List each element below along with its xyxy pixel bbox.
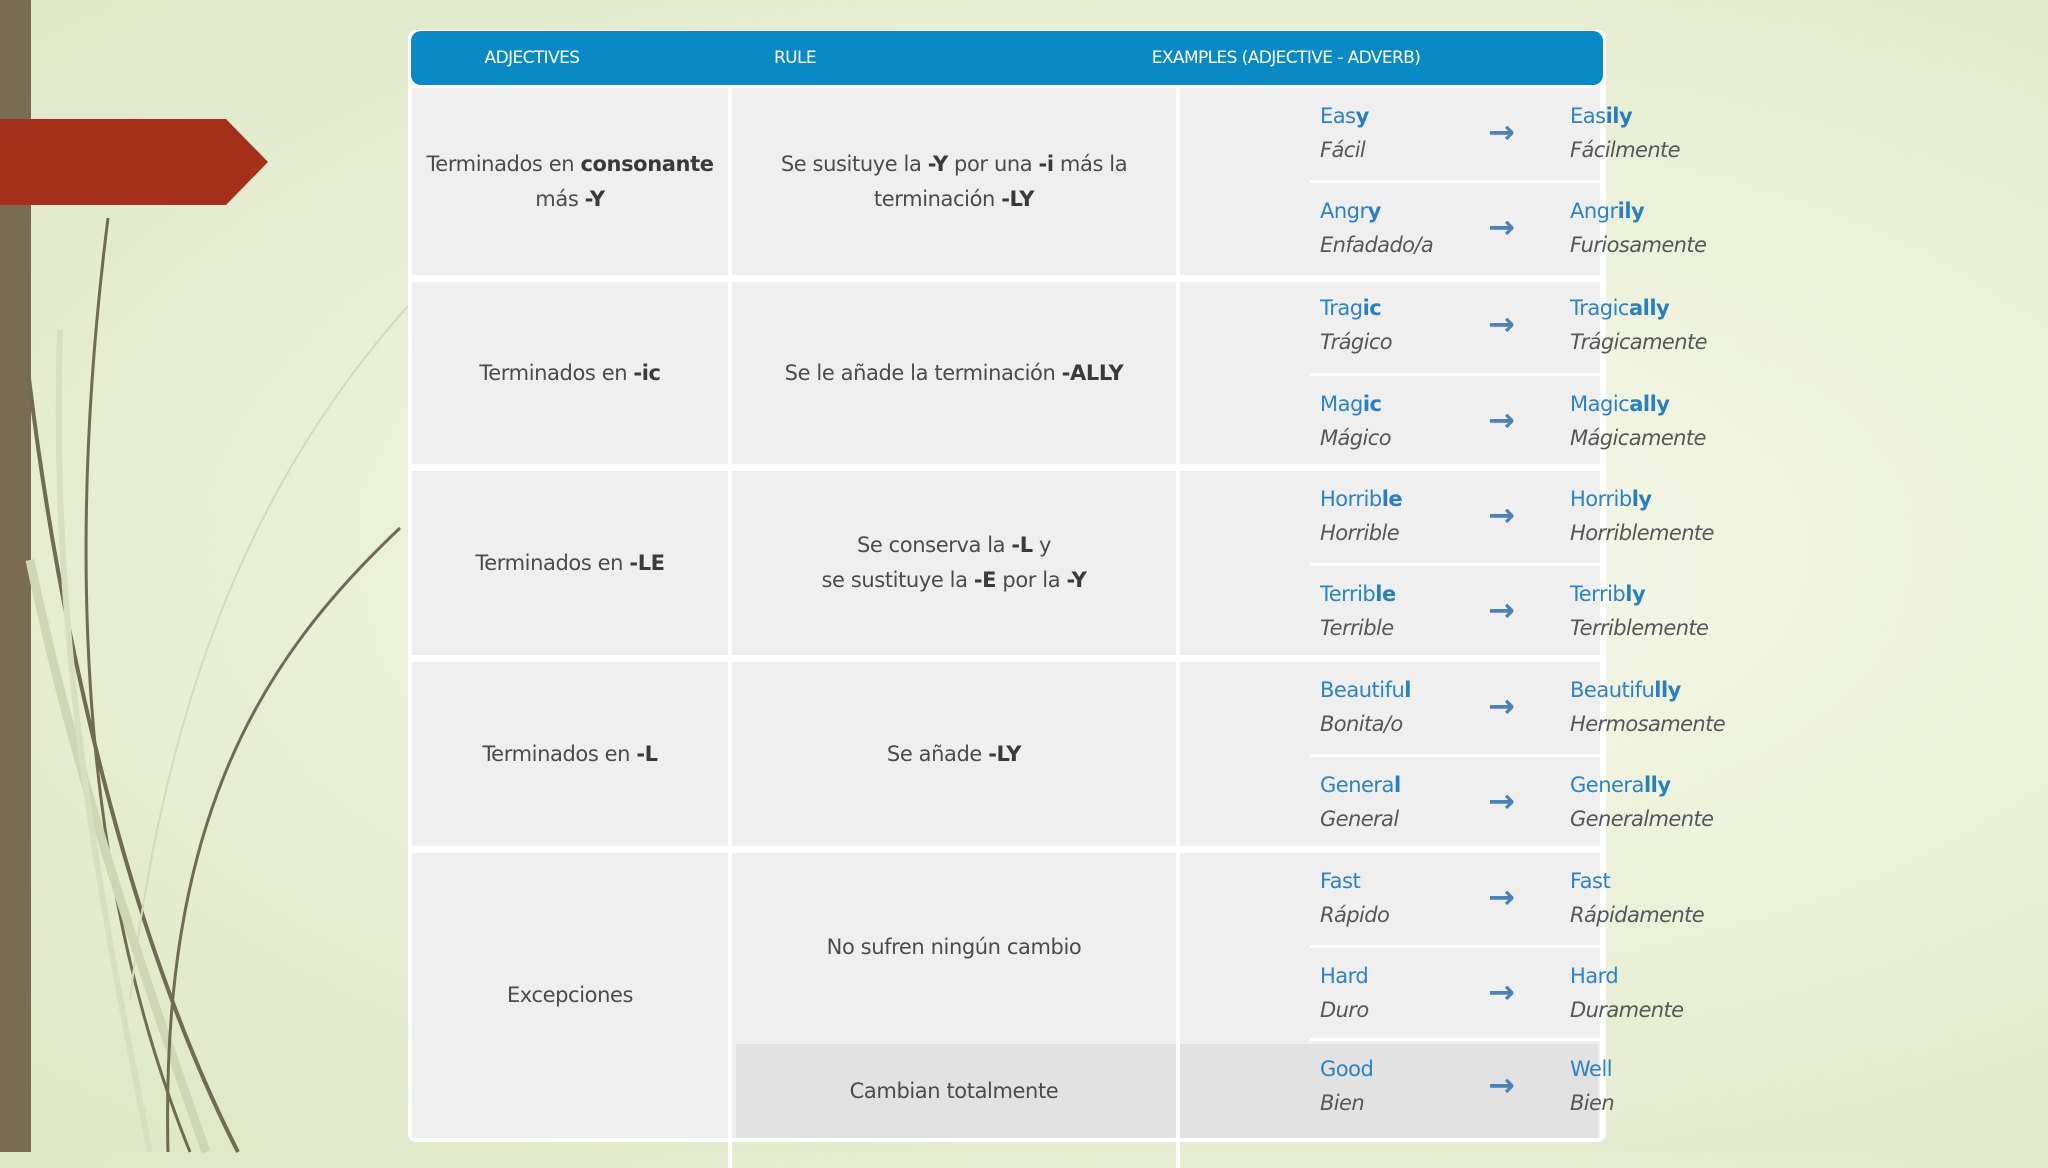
adjective-en: Angry [1320, 199, 1381, 223]
adjective-es: Fácil [1320, 138, 1366, 162]
right-arrow-icon: → [1488, 591, 1515, 629]
row-5-adjective: Excepciones [506, 983, 634, 1007]
adverb-en: Tragically [1570, 296, 1670, 320]
row-4-rule: Se añade -LY [886, 741, 1022, 766]
adverb-en: Horribly [1570, 487, 1652, 511]
adjective-es: Rápido [1320, 903, 1390, 927]
adverb-es: Hermosamente [1570, 712, 1726, 736]
adjective-en: Horrible [1320, 487, 1403, 511]
header-rule: RULE [773, 48, 817, 68]
right-arrow-icon: → [1488, 973, 1515, 1011]
adjective-en: Hard [1320, 964, 1369, 988]
adjective-es: Horrible [1320, 521, 1400, 545]
adverb-es: Mágicamente [1570, 426, 1706, 450]
adverb-es: Generalmente [1570, 807, 1714, 831]
row-5-rule-2: Cambian totalmente [849, 1078, 1059, 1103]
right-arrow-icon: → [1488, 878, 1515, 916]
adjective-es: Duro [1320, 998, 1369, 1022]
adjective-es: General [1320, 807, 1399, 831]
adverb-en: Hard [1570, 964, 1619, 988]
example-row [1310, 373, 1706, 468]
row-2-adjective: Terminados en -ic [479, 360, 661, 385]
adverb-es: Horriblemente [1570, 521, 1714, 545]
row-3-adjective: Terminados en -LE [475, 550, 665, 575]
adverb-en: Easily [1570, 104, 1633, 128]
adjective-en: General [1320, 773, 1401, 797]
adverb-en: Terribly [1570, 582, 1646, 606]
adverb-es: Trágicamente [1570, 330, 1707, 354]
adjective-es: Enfadado/a [1320, 233, 1434, 257]
row-4-adjective: Terminados en -L [482, 741, 658, 766]
adverb-es: Terriblemente [1570, 616, 1709, 640]
red-arrow-shape [0, 119, 270, 206]
adverb-es: Bien [1570, 1091, 1615, 1115]
adjective-es: Terrible [1320, 616, 1394, 640]
adjective-en: Terrible [1320, 582, 1396, 606]
row-3-rule: Se conserva la -L y se sustituye la -E por la -Y [821, 533, 1087, 592]
right-arrow-icon: → [1488, 208, 1515, 246]
row-2-rule: Se le añade la terminación -ALLY [784, 360, 1124, 385]
row-5-rule: No sufren ningún cambio [826, 934, 1082, 959]
adjective-es: Bien [1320, 1091, 1365, 1115]
adjective-es: Mágico [1320, 426, 1391, 450]
row-1-rule: Se susituye la -Y por una -i más la terminación -LY [780, 151, 1128, 211]
example-row [1310, 563, 1709, 658]
adverb-rules-table [408, 30, 1726, 1142]
example-row [1310, 945, 1684, 1040]
adjective-en: Fast [1320, 869, 1361, 893]
example-row [1310, 662, 1726, 757]
right-arrow-icon: → [1488, 782, 1515, 820]
column-divider [1176, 88, 1180, 1168]
adverb-es: Rápidamente [1570, 903, 1705, 927]
example-row [1310, 471, 1714, 566]
adverb-es: Furiosamente [1570, 233, 1707, 257]
right-arrow-icon: → [1488, 687, 1515, 725]
header-examples: EXAMPLES (ADJECTIVE - ADVERB) [1151, 48, 1421, 68]
right-arrow-icon: → [1488, 113, 1515, 151]
adjective-en: Magic [1320, 392, 1382, 416]
example-row [1310, 853, 1705, 948]
right-arrow-icon: → [1488, 496, 1515, 534]
header-adjectives: ADJECTIVES [484, 48, 580, 68]
example-row [1310, 180, 1707, 275]
adjective-en: Beautiful [1320, 678, 1411, 702]
adverb-en: Magically [1570, 392, 1670, 416]
example-row [1310, 1038, 1615, 1133]
row-1-adjective: Terminados en consonante más -Y [426, 151, 714, 211]
adjective-es: Trágico [1320, 330, 1393, 354]
adverb-es: Fácilmente [1570, 138, 1681, 162]
right-arrow-icon: → [1488, 1066, 1515, 1104]
adjective-en: Tragic [1320, 296, 1382, 320]
right-arrow-icon: → [1488, 305, 1515, 343]
adjective-en: Easy [1320, 104, 1369, 128]
adjective-en: Good [1320, 1057, 1374, 1081]
example-row [1310, 280, 1707, 375]
adverb-es: Duramente [1570, 998, 1684, 1022]
adverb-en: Beautifully [1570, 678, 1681, 702]
adjective-es: Bonita/o [1320, 712, 1403, 736]
adverb-en: Fast [1570, 869, 1611, 893]
table-header [411, 31, 1603, 85]
adverb-en: Angrily [1570, 199, 1645, 223]
adverb-en: Generally [1570, 773, 1671, 797]
example-row [1310, 754, 1714, 849]
adverb-en: Well [1570, 1057, 1613, 1081]
right-arrow-icon: → [1488, 401, 1515, 439]
example-row [1310, 88, 1681, 183]
